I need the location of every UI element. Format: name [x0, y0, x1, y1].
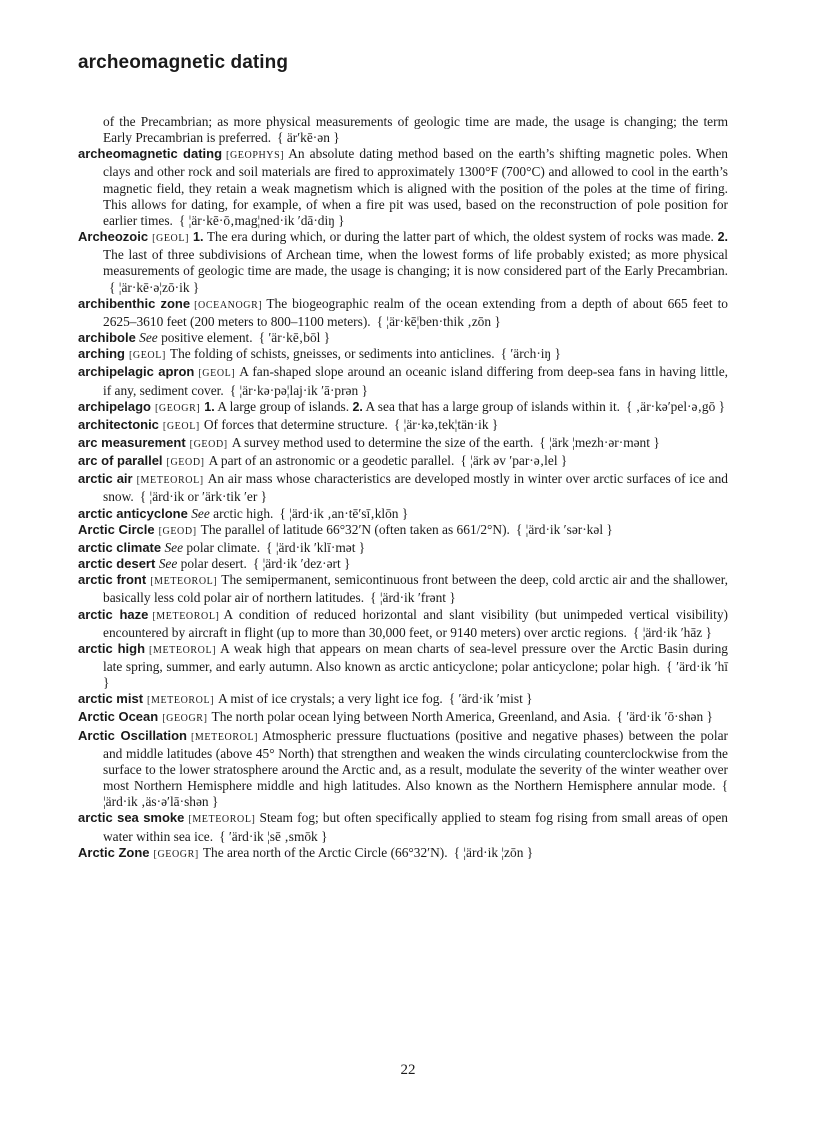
headword: architectonic	[78, 416, 159, 432]
pronunciation: { ¦ärd·ik ¦zōn }	[453, 844, 534, 860]
headword: arching	[78, 346, 125, 362]
see-reference: See	[139, 330, 158, 346]
pronunciation: { ¦är·kə·pə¦laj·ik ′ā·prən }	[229, 382, 368, 398]
pronunciation: { ¦ärd·ik ′hāz }	[632, 624, 712, 640]
entry-arctic-circle	[78, 522, 728, 540]
subject-label: [GEOGR]	[153, 848, 199, 860]
subject-label: [GEOL]	[198, 368, 236, 380]
pronunciation: { ¦är·kē¦ben·thik ‚zōn }	[376, 313, 501, 329]
pronunciation: { ¦ärd·ik ′frənt }	[370, 590, 456, 606]
subject-label: [METEOROL]	[149, 644, 217, 656]
headword: archipelago	[78, 398, 151, 414]
definition: A large group of islands.	[217, 398, 350, 414]
definition: The era during which, or during the latter part of which, the oldest system of rocks was made.	[206, 229, 714, 245]
sense-number: 2.	[717, 230, 728, 245]
headword: archibole	[78, 330, 136, 346]
definition: A sea that has a large group of islands within it.	[365, 398, 621, 414]
pronunciation: { ¦ärd·ik or ′ärk·tik ′er }	[139, 489, 268, 505]
entry-arctic-anticyclone	[78, 506, 728, 522]
entry-arctic-high	[78, 641, 728, 691]
headword: Arctic Oscillation	[78, 727, 187, 743]
pronunciation: { ¦ärd·ik ′dez·ərt }	[252, 556, 351, 572]
pronunciation: { ¦ärd·ik ′sər·kəl }	[515, 521, 613, 537]
entry-arctic-mist	[78, 691, 728, 709]
entry-architectonic	[78, 417, 728, 435]
definition: The biogeographic realm of the ocean extending from a depth of about 665 feet to 2625–3610 feet (200 meters to 800–1100 meters).	[103, 295, 728, 329]
headword: archibenthic zone	[78, 295, 191, 311]
subject-label: [GEOD]	[158, 525, 197, 537]
definition: An absolute dating method based on the earth’s shifting magnetic poles. When clays and other rock and soil materials are fired to approximately 1300°F (700°C) and allowed to cool in the earth’s magnetic field, they retain a weak magnetism which is aligned with the position of the poles at the time of firing. This allows for dating, for example, of when a fire pit was used, based on the reconstruction of pole position for earlier times.	[103, 146, 728, 228]
subject-label: [OCEANOGR]	[194, 299, 263, 311]
pronunciation: { ¦är·kē·ə¦zō·ik }	[109, 279, 200, 295]
pronunciation: { ′ärd·ik ′hī }	[103, 659, 728, 691]
definition: Atmospheric pressure fluctuations (positive and negative phases) between the polar and middle latitudes (above 45° North) that strengthen and weaken the winds circulating counterclockwise from the surface to the lower stratosphere around the Arctic and, as a result, modulate the severity of the winter weather over most Northern Hemisphere middle and high latitudes. Also known as the Northern Hemisphere annular mode.	[103, 727, 728, 794]
see-reference: See	[191, 505, 210, 521]
running-head: archeomagnetic dating	[78, 52, 289, 73]
sense-number: 1.	[193, 230, 204, 245]
definition: positive element.	[161, 330, 253, 346]
headword: arctic haze	[78, 606, 149, 622]
definition: A mist of ice crystals; a very light ice fog.	[218, 691, 443, 707]
definition: A condition of reduced horizontal and slant visibility (but unimpeded vertical visibility) encountered by aircraft in flight (up to more than 30,000 feet, or 9140 meters) over arctic regions.	[103, 606, 728, 640]
entry-arctic-oscillation	[78, 728, 728, 811]
headword: arc of parallel	[78, 453, 163, 469]
definition: polar desert.	[180, 556, 247, 572]
subject-label: [GEOD]	[166, 457, 205, 469]
headword: arc measurement	[78, 434, 186, 450]
definition: Steam fog; but often specifically applied to steam fog rising from small areas of open water within sea ice.	[103, 810, 729, 844]
dictionary-entries	[78, 114, 728, 863]
headword: Arctic Circle	[78, 521, 155, 537]
sense-number: 1.	[204, 399, 215, 414]
entry-archibenthic-zone	[78, 296, 728, 330]
entry-arctic-desert	[78, 556, 728, 572]
headword: archipelagic apron	[78, 364, 195, 380]
page-number: 22	[400, 1062, 416, 1078]
definition: The folding of schists, gneisses, or sediments into anticlines.	[169, 346, 495, 362]
headword: arctic sea smoke	[78, 810, 185, 826]
definition: A fan-shaped slope around an oceanic island differing from deep-sea fans in having little, if any, sediment cover.	[103, 364, 729, 398]
subject-label: [GEOGR]	[162, 713, 208, 725]
pronunciation: { ¦är·kē·ō‚mag¦ned·ik ′dā·diŋ }	[178, 212, 345, 228]
definition: The north polar ocean lying between North America, Greenland, and Asia.	[211, 709, 611, 725]
entry-arctic-sea-smoke	[78, 810, 728, 844]
entry-arctic-front	[78, 572, 728, 606]
subject-label: [METEOROL]	[147, 695, 215, 707]
entry-archipelagic-apron	[78, 364, 728, 398]
see-reference: See	[164, 539, 184, 555]
pronunciation: { ¦ärd·ik ′klī·mət }	[266, 539, 366, 555]
pronunciation: { ′ärd·ik ¦sē ‚smōk }	[219, 828, 328, 844]
pronunciation: { ′ärd·ik ′mist }	[448, 691, 533, 707]
definition: An air mass whose characteristics are developed mostly in winter over arctic surfaces of ice and snow.	[103, 471, 729, 505]
subject-label: [METEOROL]	[152, 610, 220, 622]
headword: arctic desert	[78, 556, 156, 572]
see-reference: See	[158, 556, 178, 572]
entry-arctic-climate	[78, 540, 728, 556]
entry-arctic-haze	[78, 607, 728, 641]
definition: polar climate.	[186, 539, 261, 555]
subject-label: [GEOL]	[152, 233, 189, 245]
headword: arctic front	[78, 572, 147, 588]
pronunciation: { ′är·kē‚bōl }	[258, 330, 331, 346]
pronunciation: { ′ärd·ik ′ō·shən }	[616, 709, 713, 725]
definition: A part of an astronomic or a geodetic parallel.	[208, 453, 455, 469]
pronunciation: { ¦ärk ¦mezh·ər·mənt }	[539, 434, 660, 450]
headword: arctic mist	[78, 691, 144, 707]
pronunciation: { ¦ärd·ik ‚äs·ə′lā·shən }	[103, 778, 728, 810]
definition: The parallel of latitude 66°32′N (often taken as 661/2°N).	[200, 521, 510, 537]
definition: The area north of the Arctic Circle (66°32′N).	[202, 844, 448, 860]
headword: arctic climate	[78, 539, 162, 555]
entry-arctic-ocean	[78, 709, 728, 727]
pronunciation: { ‚är·kə′pel·ə‚gō }	[626, 398, 726, 414]
definition: A survey method used to determine the size of the earth.	[231, 434, 534, 450]
continued-entry-text	[78, 114, 728, 146]
headword: arctic anticyclone	[78, 505, 188, 521]
subject-label: [GEOD]	[189, 438, 228, 450]
pronunciation: { ¦är·kə‚tek¦tän·ik }	[393, 416, 499, 432]
entry-arc-measurement	[78, 435, 728, 453]
headword: arctic high	[78, 640, 146, 656]
definition: A weak high that appears on mean charts of sea-level pressure over the Arctic Basin during late spring, summer, and early autumn. Also known as arctic anticyclone; polar anticyclone; polar high.	[103, 640, 728, 674]
subject-label: [GEOL]	[162, 420, 200, 432]
subject-label: [METEOROL]	[188, 814, 256, 826]
definition: of the Precambrian; as more physical measurements of geologic time are made, the usage is changing; the term Early Precambrian is preferred.	[103, 114, 728, 146]
subject-label: [METEOROL]	[136, 475, 204, 487]
entry-archeozoic	[78, 229, 728, 296]
definition: arctic high.	[213, 505, 274, 521]
headword: arctic air	[78, 471, 133, 487]
headword: Arctic Ocean	[78, 709, 159, 725]
definition: The semipermanent, semicontinuous front between the deep, cold arctic air and the shallower, basically less cold polar air of northern latitudes.	[103, 572, 728, 606]
sense-number: 2.	[352, 399, 363, 414]
pronunciation: { ¦ärk əv ′par·ə‚lel }	[460, 453, 568, 469]
definition: Of forces that determine structure.	[203, 416, 388, 432]
entry-arching	[78, 346, 728, 364]
entry-archibole	[78, 330, 728, 346]
headword: Archeozoic	[78, 229, 149, 245]
subject-label: [GEOL]	[128, 350, 166, 362]
entry-archipelago	[78, 399, 728, 417]
pronunciation: { är′kē·ən }	[277, 130, 340, 146]
entry-arctic-zone	[78, 845, 728, 863]
subject-label: [GEOGR]	[154, 402, 201, 414]
definition: The last of three subdivisions of Archean time, when the lowest forms of life probably existed; as more physical measurements of geologic time are made, the usage is changing; it is now considered part of the Early Precambrian.	[103, 247, 728, 279]
headword: Arctic Zone	[78, 844, 150, 860]
pronunciation: { ′ärch·iŋ }	[500, 346, 561, 362]
pronunciation: { ¦ärd·ik ‚an·tē′sī‚klōn }	[279, 505, 409, 521]
subject-label: [METEOROL]	[190, 731, 259, 743]
subject-label: [METEOROL]	[150, 576, 218, 588]
subject-label: [GEOPHYS]	[226, 150, 285, 162]
entry-arc-of-parallel	[78, 453, 728, 471]
headword: archeomagnetic dating	[78, 146, 223, 162]
entry-arctic-air	[78, 471, 728, 505]
entry-archeomagnetic-dating	[78, 146, 728, 229]
